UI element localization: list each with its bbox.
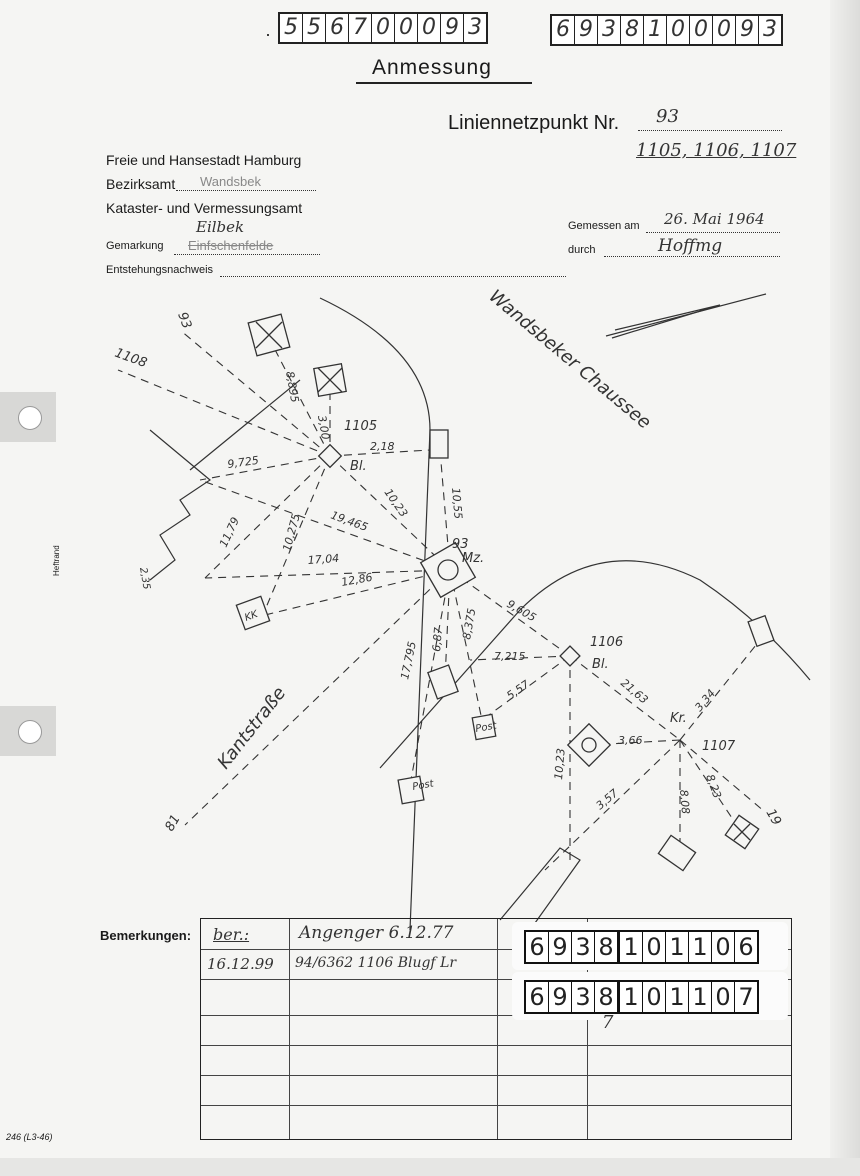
distance-22: 3,57	[593, 786, 621, 813]
kk-symbol-label: KK	[243, 608, 260, 624]
bezirksamt-label: Bezirksamt	[106, 176, 176, 192]
point-1108-label: 1108	[112, 345, 149, 372]
lamp-symbol-circle	[582, 738, 596, 752]
street-label-kantstrasse: Kantstraße	[213, 682, 291, 774]
post-symbol-2-label: Post	[411, 778, 435, 793]
distance-2: 3,00	[315, 414, 333, 441]
sight-line-t	[680, 640, 760, 740]
north-arrow-line-2	[612, 305, 720, 338]
distance-4: 9,725	[226, 453, 260, 471]
point-93-circle	[438, 560, 458, 580]
point-93-center-sub: Mz.	[462, 551, 485, 566]
digit-cell: 5	[280, 14, 303, 42]
form-title: Anmessung	[372, 56, 492, 79]
stamp-2-correction: 7	[602, 1012, 614, 1033]
gemessen-value: 26. Mai 1964	[664, 210, 765, 228]
digit-cell: 9	[736, 16, 759, 44]
digit-cell: 8	[595, 932, 620, 962]
distance-18: 21,63	[618, 676, 651, 707]
bracket-value: 2,35	[137, 566, 152, 591]
distance-21: 10,23	[552, 747, 568, 781]
digit-cell: 0	[395, 14, 418, 42]
bezirksamt-value: Wandsbek	[200, 174, 261, 189]
digit-cell: 6	[326, 14, 349, 42]
authority-line-1: Freie und Hansestadt Hamburg	[106, 152, 302, 168]
digit-cell: 9	[549, 982, 572, 1012]
distance-6: 10,55	[449, 487, 465, 520]
table-col-line-2	[497, 919, 498, 1139]
gemarkung-value: Eilbek	[196, 218, 245, 236]
digit-cell: 9	[575, 16, 598, 44]
point-1107-sub: Kr.	[670, 711, 687, 726]
street-label-wandsbeker: Wandsbeker Chaussee	[484, 285, 655, 434]
gemarkung-label: Gemarkung	[106, 240, 164, 252]
related-points: 1105, 1106, 1107	[636, 140, 797, 161]
digit-cell: 0	[643, 982, 666, 1012]
point-81-label: 81	[162, 812, 184, 834]
distance-11: 12,86	[340, 570, 374, 589]
distance-17: 5,57	[504, 677, 532, 703]
gemessen-label: Gemessen am	[568, 220, 640, 232]
distance-3: 2,18	[370, 440, 395, 453]
post-symbol-1-label: Post	[474, 720, 498, 735]
digit-cell: 6	[738, 933, 754, 961]
digit-cell: 0	[690, 16, 713, 44]
digit-cell: 1	[620, 932, 643, 962]
distance-14: 6,87	[430, 626, 446, 653]
distance-8: 10,275	[280, 512, 303, 553]
table-col-line-1	[289, 919, 290, 1139]
remarks-row2-col2: 94/6362 1106 Blugf Lr	[295, 955, 457, 971]
hydrant-symbol-3	[748, 616, 774, 647]
digit-cell: 9	[441, 14, 464, 42]
distance-1: 8,895	[283, 370, 302, 404]
distance-7: 11,79	[216, 515, 243, 550]
distance-20: 3,66	[618, 734, 643, 747]
digit-cell: 1	[666, 982, 689, 1012]
digit-cell: 0	[712, 932, 735, 962]
distance-16: 7,215	[494, 650, 526, 663]
sight-line-n	[450, 570, 482, 720]
gemarkung-struck-value: Einfschenfelde	[188, 238, 274, 253]
remarks-label: Bemerkungen:	[100, 928, 192, 943]
digit-cell: 9	[549, 932, 572, 962]
digit-cell: 8	[621, 16, 644, 44]
digit-cell: 0	[643, 932, 666, 962]
digit-cell: 1	[644, 16, 667, 44]
number-box-1-prefix: ·	[265, 24, 271, 44]
stamp-1	[524, 930, 759, 964]
digit-cell: 3	[763, 17, 777, 42]
sight-line-d	[200, 453, 330, 480]
point-19-label: 19	[762, 806, 784, 829]
digit-cell: 6	[552, 16, 575, 44]
distance-15: 8,375	[460, 607, 479, 641]
hydrant-symbol-1	[430, 430, 448, 458]
digit-cell: 1	[689, 932, 712, 962]
point-1106-marker	[560, 646, 580, 666]
point-1105-sub: Bl.	[350, 459, 367, 474]
digit-cell: 1	[689, 982, 712, 1012]
point-1106-sub: Bl.	[592, 657, 609, 672]
distance-12: 9,605	[504, 597, 539, 625]
remarks-row1-col1: ber.:	[213, 925, 250, 944]
sight-line-j	[205, 570, 450, 578]
box-symbol	[658, 835, 695, 870]
distance-19: 3,34	[692, 686, 719, 714]
digit-cell: 0	[418, 14, 441, 42]
point-93-top-label: 93	[174, 310, 194, 331]
remarks-row2-col1: 16.12.99	[207, 955, 274, 973]
durch-label: durch	[568, 244, 596, 256]
hydrant-symbol-2	[428, 665, 458, 699]
digit-cell: 0	[372, 14, 395, 42]
digit-cell: 7	[349, 14, 372, 42]
building-outline	[150, 430, 210, 580]
liniennetzpunkt-label: Liniennetzpunkt Nr.	[448, 112, 620, 134]
digit-cell: 0	[712, 982, 735, 1012]
digit-cell: 8	[595, 982, 620, 1012]
point-1106-label: 1106	[590, 635, 624, 650]
entstehung-label: Entstehungsnachweis	[106, 264, 214, 276]
liniennetzpunkt-value: 93	[656, 106, 679, 127]
digit-cell: 0	[667, 16, 690, 44]
stamp-2	[524, 980, 759, 1014]
digit-cell: 1	[666, 932, 689, 962]
remarks-row1-col2: Angenger 6.12.77	[299, 923, 454, 943]
distance-9: 19,465	[328, 508, 370, 534]
durch-value: Hoffmg	[658, 236, 723, 256]
digit-cell: 3	[468, 15, 482, 40]
digit-cell: 5	[303, 14, 326, 42]
distance-13: 17,795	[398, 640, 419, 681]
form-code: 246 (L3-46)	[6, 1132, 53, 1142]
digit-cell: 1	[620, 982, 643, 1012]
digit-cell: 6	[526, 932, 549, 962]
point-1105-label: 1105	[344, 419, 378, 434]
point-1107-label: 1107	[702, 739, 736, 754]
distance-5: 10,23	[381, 486, 411, 520]
distance-10: 17,04	[307, 551, 340, 567]
digit-cell: 7	[738, 983, 754, 1011]
digit-cell: 0	[713, 16, 736, 44]
digit-cell: 6	[526, 982, 549, 1012]
point-93-center-label: 93	[452, 537, 469, 552]
heftrand-label: Heftrand	[52, 545, 61, 576]
authority-line-3: Kataster- und Vermessungsamt	[106, 200, 303, 216]
digit-cell: 3	[598, 16, 621, 44]
distance-24: 8,23	[703, 772, 724, 801]
distance-23: 8,08	[677, 789, 693, 815]
point-1105-marker	[319, 445, 342, 468]
digit-cell: 3	[572, 932, 595, 962]
digit-cell: 3	[572, 982, 595, 1012]
